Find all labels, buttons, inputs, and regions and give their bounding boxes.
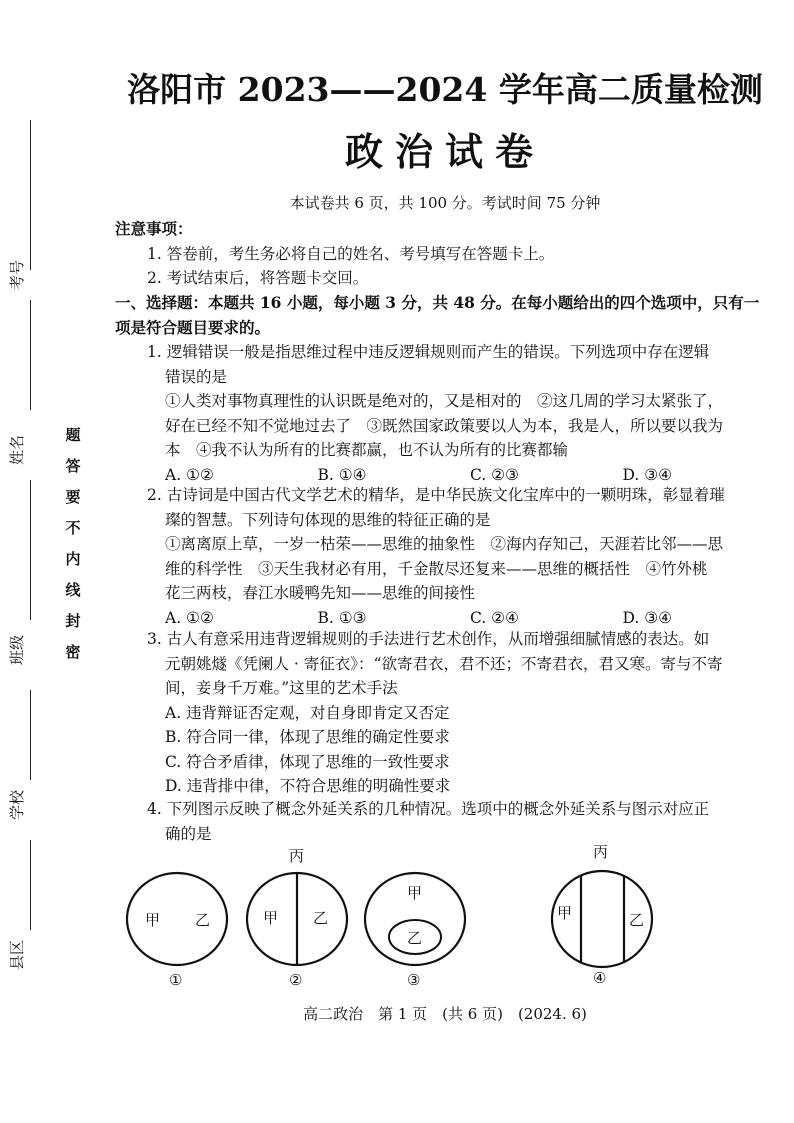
question-text: 1. 逻辑错误一般是指思维过程中违反逻辑规则而产生的错误。下列选项中存在逻辑 (147, 343, 710, 361)
section-one-heading (115, 291, 775, 340)
question-4 (115, 797, 775, 846)
school-label: 学校 (8, 789, 26, 820)
exam-meta: 本试卷共 6 页，共 100 分。考试时间 75 分钟 (289, 194, 601, 212)
option-b[interactable]: B. ①③ (317, 608, 367, 627)
question-text: ①离离原上草，一岁一枯荣——思维的抽象性 ②海内存知己，天涯若比邻——思 (165, 535, 724, 553)
option-c[interactable]: C. 符合矛盾律，体现了思维的一致性要求 (165, 752, 450, 771)
question-text: 元朝姚燧《凭阑人 · 寄征衣》：“欲寄君衣，君不还；不寄君衣，君又寒。寄与不寄 (165, 654, 723, 673)
question-text: 2. 古诗词是中国古代文学艺术的精华，是中华民族文化宝库中的一颗明珠，彰显着璀 (147, 486, 725, 504)
note-item: 1. 答卷前，考生务必将自己的姓名、考号填写在答题卡上。 (147, 244, 555, 263)
section-line: 一、选择题：本题共 16 小题，每小题 3 分，共 48 分。在每小题给出的四个选项中，只有一 (115, 293, 760, 312)
seal-line-text (62, 420, 84, 668)
seal-char: 题 (65, 426, 81, 444)
question-1 (115, 340, 775, 487)
figure-number: ④ (593, 969, 607, 987)
section-line: 项是符合题目要求的。 (115, 317, 271, 337)
option-c[interactable]: C. ②④ (470, 608, 519, 627)
school-line (30, 690, 31, 780)
question-text: 错误的是 (165, 367, 228, 386)
question-text: 花三两枝，春江水暖鸭先知——思维的间接性 (165, 584, 476, 602)
label-yi: 乙 (195, 911, 211, 929)
seal-char: 要 (65, 488, 81, 506)
concept-extension-diagram (115, 843, 675, 993)
exam-title: 洛阳市 2023——2024 学年高二质量检测 (127, 70, 763, 109)
binding-margin (0, 0, 105, 1123)
label-bing: 丙 (289, 847, 305, 865)
question-text: 好在已经不知不觉地过去了 ③既然国家政策要以人为本，我是人，所以要以我为 (165, 416, 724, 435)
option-d[interactable]: D. 违背排中律，不符合思维的明确性要求 (165, 777, 451, 795)
label-bing: 丙 (593, 843, 609, 861)
option-d[interactable]: D. ③④ (622, 608, 673, 627)
figure-1 (127, 873, 227, 989)
class-line (30, 480, 31, 620)
label-jia: 甲 (145, 911, 161, 929)
note-item: 2. 考试结束后，将答题卡交回。 (147, 269, 369, 287)
notes (115, 217, 775, 291)
question-text: 4. 下列图示反映了概念外延关系的几种情况。选项中的概念外延关系与图示对应正 (147, 800, 710, 818)
question-text: 维的科学性 ③天生我材必有用，千金散尽还复来——思维的概括性 ④竹外桃 (165, 559, 708, 578)
exam-number-line (30, 120, 31, 270)
question-text: 3. 古人有意采用违背逻辑规则的手法进行艺术创作，从而增强细腻情感的表达。如 (147, 630, 710, 648)
option-c[interactable]: C. ②③ (470, 465, 519, 484)
label-yi: 乙 (313, 909, 329, 927)
name-label: 姓名 (8, 434, 26, 465)
seal-char: 线 (65, 581, 81, 599)
figure-3 (365, 873, 465, 989)
seal-char: 内 (65, 550, 81, 568)
question-text: 确的是 (165, 824, 212, 843)
figure-number: ② (289, 971, 303, 989)
question-text: 璨的智慧。下列诗句体现的思维的特征正确的是 (165, 510, 491, 529)
option-d[interactable]: D. ③④ (622, 465, 673, 484)
circle-outline (127, 873, 227, 965)
label-yi: 乙 (407, 929, 423, 947)
seal-char: 答 (65, 457, 81, 475)
question-2 (115, 483, 775, 630)
option-a[interactable]: A. 违背辩证否定观，对自身即肯定又否定 (165, 703, 450, 722)
label-jia: 甲 (407, 884, 423, 902)
label-jia: 甲 (557, 904, 573, 922)
question-text: 间，妾身千万难。”这里的艺术手法 (165, 679, 398, 697)
figure-2 (247, 847, 347, 989)
county-line (30, 840, 31, 930)
question-3 (115, 627, 775, 799)
exam-number-label: 考号 (8, 259, 26, 290)
seal-char: 不 (65, 519, 81, 537)
page-footer: 高二政治 第 1 页 (共 6 页) (2024. 6) (303, 1005, 587, 1023)
label-jia: 甲 (263, 909, 279, 927)
option-b[interactable]: B. ①④ (317, 465, 367, 484)
notes-heading: 注意事项： (115, 219, 193, 238)
option-b[interactable]: B. 符合同一律，体现了思维的确定性要求 (165, 728, 450, 746)
figure-number: ③ (407, 971, 421, 989)
figure-number: ① (169, 971, 183, 989)
figure-4 (552, 843, 652, 987)
label-yi: 乙 (629, 911, 645, 929)
option-a[interactable]: A. ①② (165, 465, 214, 484)
seal-char: 密 (65, 643, 81, 661)
exam-subject: 政治试卷 (344, 129, 545, 174)
question-text: ①人类对事物真理性的认识既是绝对的，又是相对的 ②这几周的学习太紧张了， (165, 392, 724, 410)
class-label: 班级 (8, 634, 26, 665)
question-text: 本 ④我不认为所有的比赛都赢，也不认为所有的比赛都输 (165, 441, 569, 459)
seal-char: 封 (65, 612, 81, 630)
county-label: 县区 (8, 939, 26, 970)
name-line (30, 300, 31, 410)
option-a[interactable]: A. ①② (165, 608, 214, 627)
